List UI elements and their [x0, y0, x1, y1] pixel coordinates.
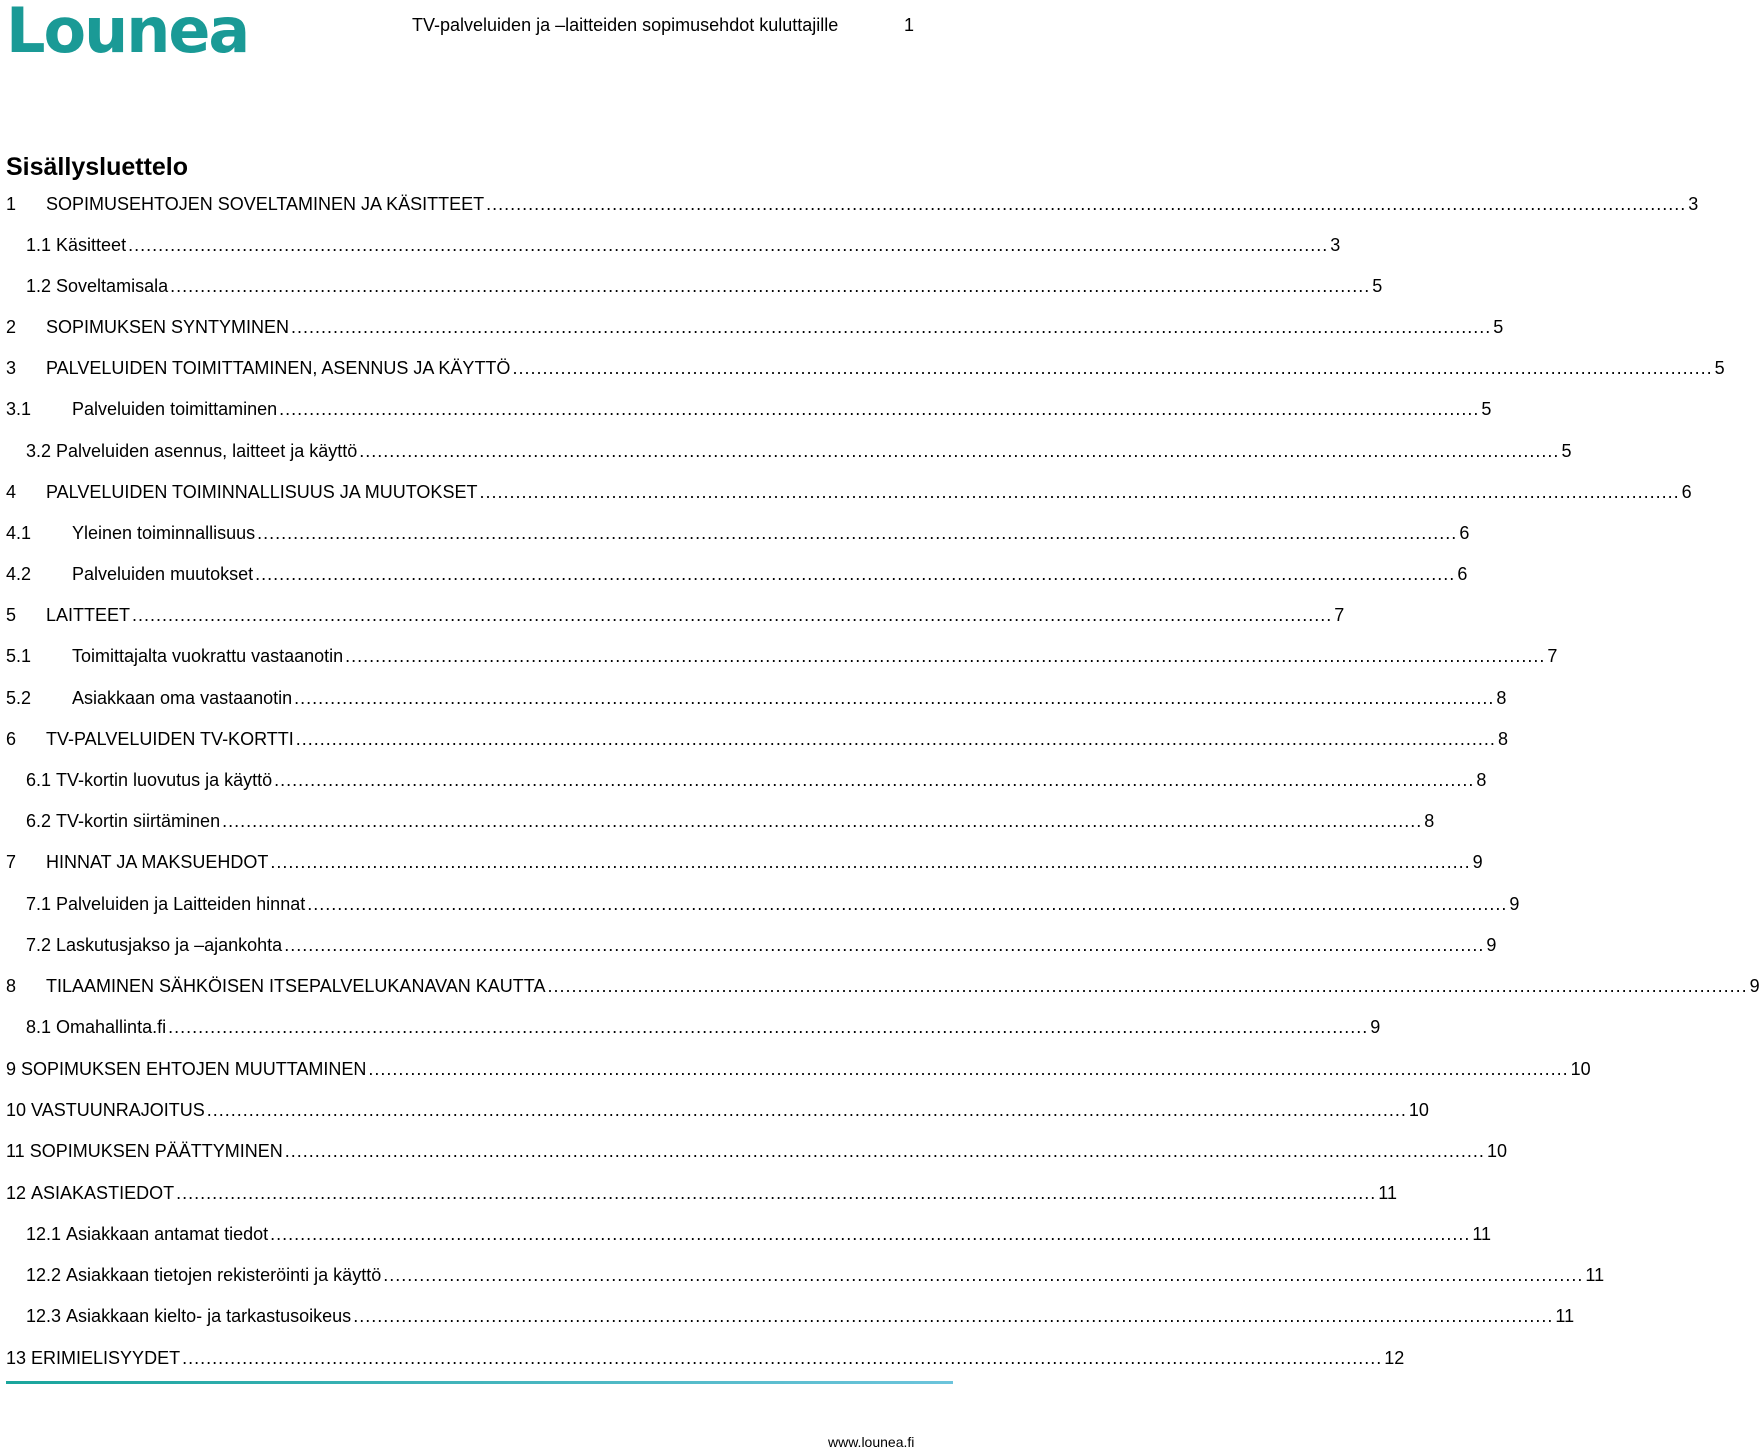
toc-entry[interactable]	[6, 481, 1692, 503]
toc-dot-leader: ........................................................................................................................................................................................................	[512, 358, 1713, 378]
toc-entry-number: 1.2	[26, 276, 52, 296]
toc-entry-title: TV-PALVELUIDEN TV-KORTTI	[46, 729, 294, 749]
toc-dot-leader: ........................................................................................................................................................................................................	[206, 1100, 1407, 1120]
toc-entry-page: 10	[1486, 1141, 1507, 1161]
toc-entry-title: SOPIMUKSEN SYNTYMINEN	[46, 317, 290, 337]
toc-dot-leader: ........................................................................................................................................................................................................	[486, 194, 1687, 214]
toc-dot-leader: ........................................................................................................................................................................................................	[274, 770, 1475, 790]
toc-entry[interactable]	[6, 975, 1760, 997]
toc-dot-leader: ........................................................................................................................................................................................................	[255, 564, 1456, 584]
toc-entry[interactable]	[6, 398, 1492, 420]
toc-entry-title: Asiakkaan kielto- ja tarkastusoikeus	[66, 1306, 352, 1326]
toc-dot-leader: ........................................................................................................................................................................................................	[307, 894, 1508, 914]
toc-entry-title: ASIAKASTIEDOT	[31, 1183, 175, 1203]
toc-entry-title: Toimittajalta vuokrattu vastaanotin	[72, 646, 344, 666]
toc-entry-title: PALVELUIDEN TOIMINNALLISUUS JA MUUTOKSET	[46, 482, 478, 502]
toc-entry[interactable]	[26, 440, 1572, 462]
toc-entry-page: 10	[1570, 1059, 1591, 1079]
toc-entry-page: 9	[1370, 1017, 1381, 1037]
toc-dot-leader: ........................................................................................................................................................................................................	[182, 1348, 1383, 1368]
toc-dot-leader: ........................................................................................................................................................................................................	[345, 646, 1546, 666]
toc-entry-page: 5	[1481, 399, 1492, 419]
toc-entry-number: 5.1	[6, 646, 32, 666]
toc-entry-number: 7.2	[26, 935, 52, 955]
toc-entry-page: 9	[1486, 935, 1497, 955]
page-number: 1	[904, 15, 915, 35]
toc-dot-leader: ........................................................................................................................................................................................................	[176, 1183, 1377, 1203]
toc-entry-number: 7.1	[26, 894, 52, 914]
toc-entry-page: 5	[1493, 317, 1504, 337]
toc-entry[interactable]	[26, 810, 1435, 832]
toc-entry-page: 11	[1472, 1224, 1492, 1244]
toc-entry-number: 10	[6, 1100, 27, 1120]
toc-dot-leader: ........................................................................................................................................................................................................	[222, 811, 1423, 831]
toc-entry-page: 9	[1749, 976, 1760, 996]
toc-entry-number: 6	[6, 729, 17, 749]
toc-entry-title: VASTUUNRAJOITUS	[31, 1100, 205, 1120]
toc-entry[interactable]	[26, 234, 1341, 256]
toc-entry[interactable]	[6, 604, 1345, 626]
toc-entry[interactable]	[26, 1016, 1381, 1038]
toc-entry-page: 6	[1459, 523, 1470, 543]
toc-entry-page: 8	[1497, 729, 1508, 749]
toc-entry-number: 8	[6, 976, 17, 996]
toc-entry[interactable]	[26, 934, 1497, 956]
toc-entry-number: 12.1	[26, 1224, 62, 1244]
toc-entry[interactable]	[6, 522, 1470, 544]
toc-entry-page: 5	[1372, 276, 1383, 296]
toc-entry-title: Omahallinta.fi	[56, 1017, 167, 1037]
toc-entry-number: 3.2	[26, 441, 52, 461]
toc-entry-number: 13	[6, 1348, 27, 1368]
toc-entry-page: 7	[1547, 646, 1558, 666]
toc-dot-leader: ........................................................................................................................................................................................................	[353, 1306, 1554, 1326]
toc-entry[interactable]	[6, 1347, 1405, 1369]
toc-dot-leader: ........................................................................................................................................................................................................	[547, 976, 1748, 996]
toc-dot-leader: ........................................................................................................................................................................................................	[359, 441, 1560, 461]
toc-entry[interactable]	[26, 1264, 1605, 1286]
toc-entry-number: 12	[6, 1183, 27, 1203]
toc-dot-leader: ........................................................................................................................................................................................................	[295, 729, 1496, 749]
toc-dot-leader: ........................................................................................................................................................................................................	[128, 235, 1329, 255]
toc-entry[interactable]	[6, 1099, 1429, 1121]
toc-entry-title: SOPIMUKSEN PÄÄTTYMINEN	[29, 1141, 283, 1161]
toc-entry-title: TV-kortin luovutus ja käyttö	[56, 770, 273, 790]
toc-entry-title: Asiakkaan antamat tiedot	[66, 1224, 269, 1244]
toc-entry-number: 12.2	[26, 1265, 62, 1285]
toc-entry-title: TV-kortin siirtäminen	[56, 811, 221, 831]
toc-entry[interactable]	[6, 563, 1468, 585]
toc-entry-page: 11	[1378, 1183, 1397, 1203]
footer-url[interactable]: www.lounea.fi	[828, 1434, 915, 1450]
toc-entry-title: HINNAT JA MAKSUEHDOT	[46, 852, 269, 872]
toc-entry-number: 9	[6, 1059, 17, 1079]
toc-entry-page: 8	[1496, 688, 1507, 708]
toc-entry[interactable]	[6, 728, 1508, 750]
toc-dot-leader: ........................................................................................................................................................................................................	[368, 1059, 1569, 1079]
toc-entry-number: 4.1	[6, 523, 32, 543]
toc-dot-leader: ........................................................................................................................................................................................................	[479, 482, 1680, 502]
toc-entry-number: 1	[6, 194, 17, 214]
toc-entry-title: Yleinen toiminnallisuus	[72, 523, 256, 543]
toc-entry-number: 3	[6, 358, 17, 378]
toc-entry-number: 5	[6, 605, 17, 625]
toc-entry[interactable]	[26, 1223, 1492, 1245]
toc-entry-page: 11	[1585, 1265, 1605, 1285]
toc-entry-page: 12	[1384, 1348, 1405, 1368]
toc-entry-page: 10	[1408, 1100, 1429, 1120]
toc-entry-number: 1.1	[26, 235, 52, 255]
toc-entry-title: LAITTEET	[46, 605, 131, 625]
toc-dot-leader: ........................................................................................................................................................................................................	[132, 605, 1333, 625]
toc-entry-title: Laskutusjakso ja –ajankohta	[56, 935, 283, 955]
toc-entry-number: 6.1	[26, 770, 52, 790]
toc-entry-page: 8	[1476, 770, 1487, 790]
toc-entry-title: ERIMIELISYYDET	[31, 1348, 181, 1368]
toc-entry[interactable]	[26, 1305, 1575, 1327]
toc-dot-leader: ........................................................................................................................................................................................................	[294, 688, 1495, 708]
toc-entry-number: 2	[6, 317, 17, 337]
toc-entry[interactable]	[26, 275, 1383, 297]
toc-entry-page: 9	[1472, 852, 1483, 872]
toc-entry-title: Asiakkaan oma vastaanotin	[72, 688, 293, 708]
toc-entry-number: 12.3	[26, 1306, 62, 1326]
toc-entry-title: Käsitteet	[56, 235, 127, 255]
document-title: TV-palveluiden ja –laitteiden sopimusehdot kuluttajille	[412, 15, 839, 35]
toc-entry-number: 6.2	[26, 811, 52, 831]
toc-entry[interactable]	[6, 357, 1725, 379]
toc-entry-page: 3	[1330, 235, 1341, 255]
toc-dot-leader: ........................................................................................................................................................................................................	[291, 317, 1492, 337]
toc-entry-number: 8.1	[26, 1017, 52, 1037]
toc-entry-page: 6	[1681, 482, 1692, 502]
toc-entry-page: 8	[1424, 811, 1435, 831]
toc-entry[interactable]	[26, 769, 1487, 791]
toc-entry[interactable]	[6, 316, 1504, 338]
toc-entry-title: Palveluiden asennus, laitteet ja käyttö	[56, 441, 358, 461]
toc-entry-title: PALVELUIDEN TOIMITTAMINEN, ASENNUS JA KÄYTTÖ	[46, 358, 511, 378]
toc-entry-page: 5	[1714, 358, 1725, 378]
lounea-logo: Lounea	[6, 0, 249, 67]
toc-entry-title: TILAAMINEN SÄHKÖISEN ITSEPALVELUKANAVAN KAUTTA	[46, 976, 546, 996]
toc-dot-leader: ........................................................................................................................................................................................................	[168, 1017, 1369, 1037]
toc-dot-leader: ........................................................................................................................................................................................................	[284, 1141, 1485, 1161]
toc-entry-page: 3	[1688, 194, 1699, 214]
toc-entry-title: Palveluiden muutokset	[72, 564, 254, 584]
toc-entry-title: Soveltamisala	[56, 276, 169, 296]
toc-entry-title: SOPIMUSEHTOJEN SOVELTAMINEN JA KÄSITTEET	[46, 194, 485, 214]
toc-entry[interactable]	[6, 1182, 1397, 1204]
toc-entry-page: 9	[1509, 894, 1520, 914]
toc-entry[interactable]	[6, 851, 1483, 873]
toc-entry-number: 4.2	[6, 564, 32, 584]
toc-dot-leader: ........................................................................................................................................................................................................	[279, 399, 1480, 419]
toc-dot-leader: ........................................................................................................................................................................................................	[383, 1265, 1584, 1285]
toc-entry-number: 5.2	[6, 688, 32, 708]
toc-dot-leader: ........................................................................................................................................................................................................	[284, 935, 1485, 955]
footer-divider	[6, 1381, 953, 1384]
toc-entry-page: 5	[1561, 441, 1572, 461]
toc-entry-title: SOPIMUKSEN EHTOJEN MUUTTAMINEN	[21, 1059, 367, 1079]
toc-heading: Sisällysluettelo	[6, 153, 189, 181]
toc-entry-page: 7	[1334, 605, 1345, 625]
toc-entry-number: 3.1	[6, 399, 32, 419]
toc-entry-title: Palveluiden toimittaminen	[72, 399, 278, 419]
toc-entry-title: Palveluiden ja Laitteiden hinnat	[56, 894, 306, 914]
toc-entry-title: Asiakkaan tietojen rekisteröinti ja käyttö	[66, 1265, 382, 1285]
toc-entry[interactable]	[6, 1140, 1507, 1162]
toc-dot-leader: ........................................................................................................................................................................................................	[257, 523, 1458, 543]
toc-dot-leader: ........................................................................................................................................................................................................	[170, 276, 1371, 296]
toc-entry[interactable]	[6, 687, 1507, 709]
toc-entry[interactable]	[26, 893, 1520, 915]
toc-entry-page: 6	[1457, 564, 1468, 584]
toc-entry-number: 11	[6, 1141, 25, 1161]
toc-entry-number: 4	[6, 482, 17, 502]
toc-entry-number: 7	[6, 852, 17, 872]
toc-entry[interactable]	[6, 1058, 1591, 1080]
toc-dot-leader: ........................................................................................................................................................................................................	[270, 1224, 1471, 1244]
toc-entry-page: 11	[1555, 1306, 1575, 1326]
toc-entry[interactable]	[6, 193, 1699, 215]
toc-dot-leader: ........................................................................................................................................................................................................	[270, 852, 1471, 872]
toc-entry[interactable]	[6, 645, 1558, 667]
